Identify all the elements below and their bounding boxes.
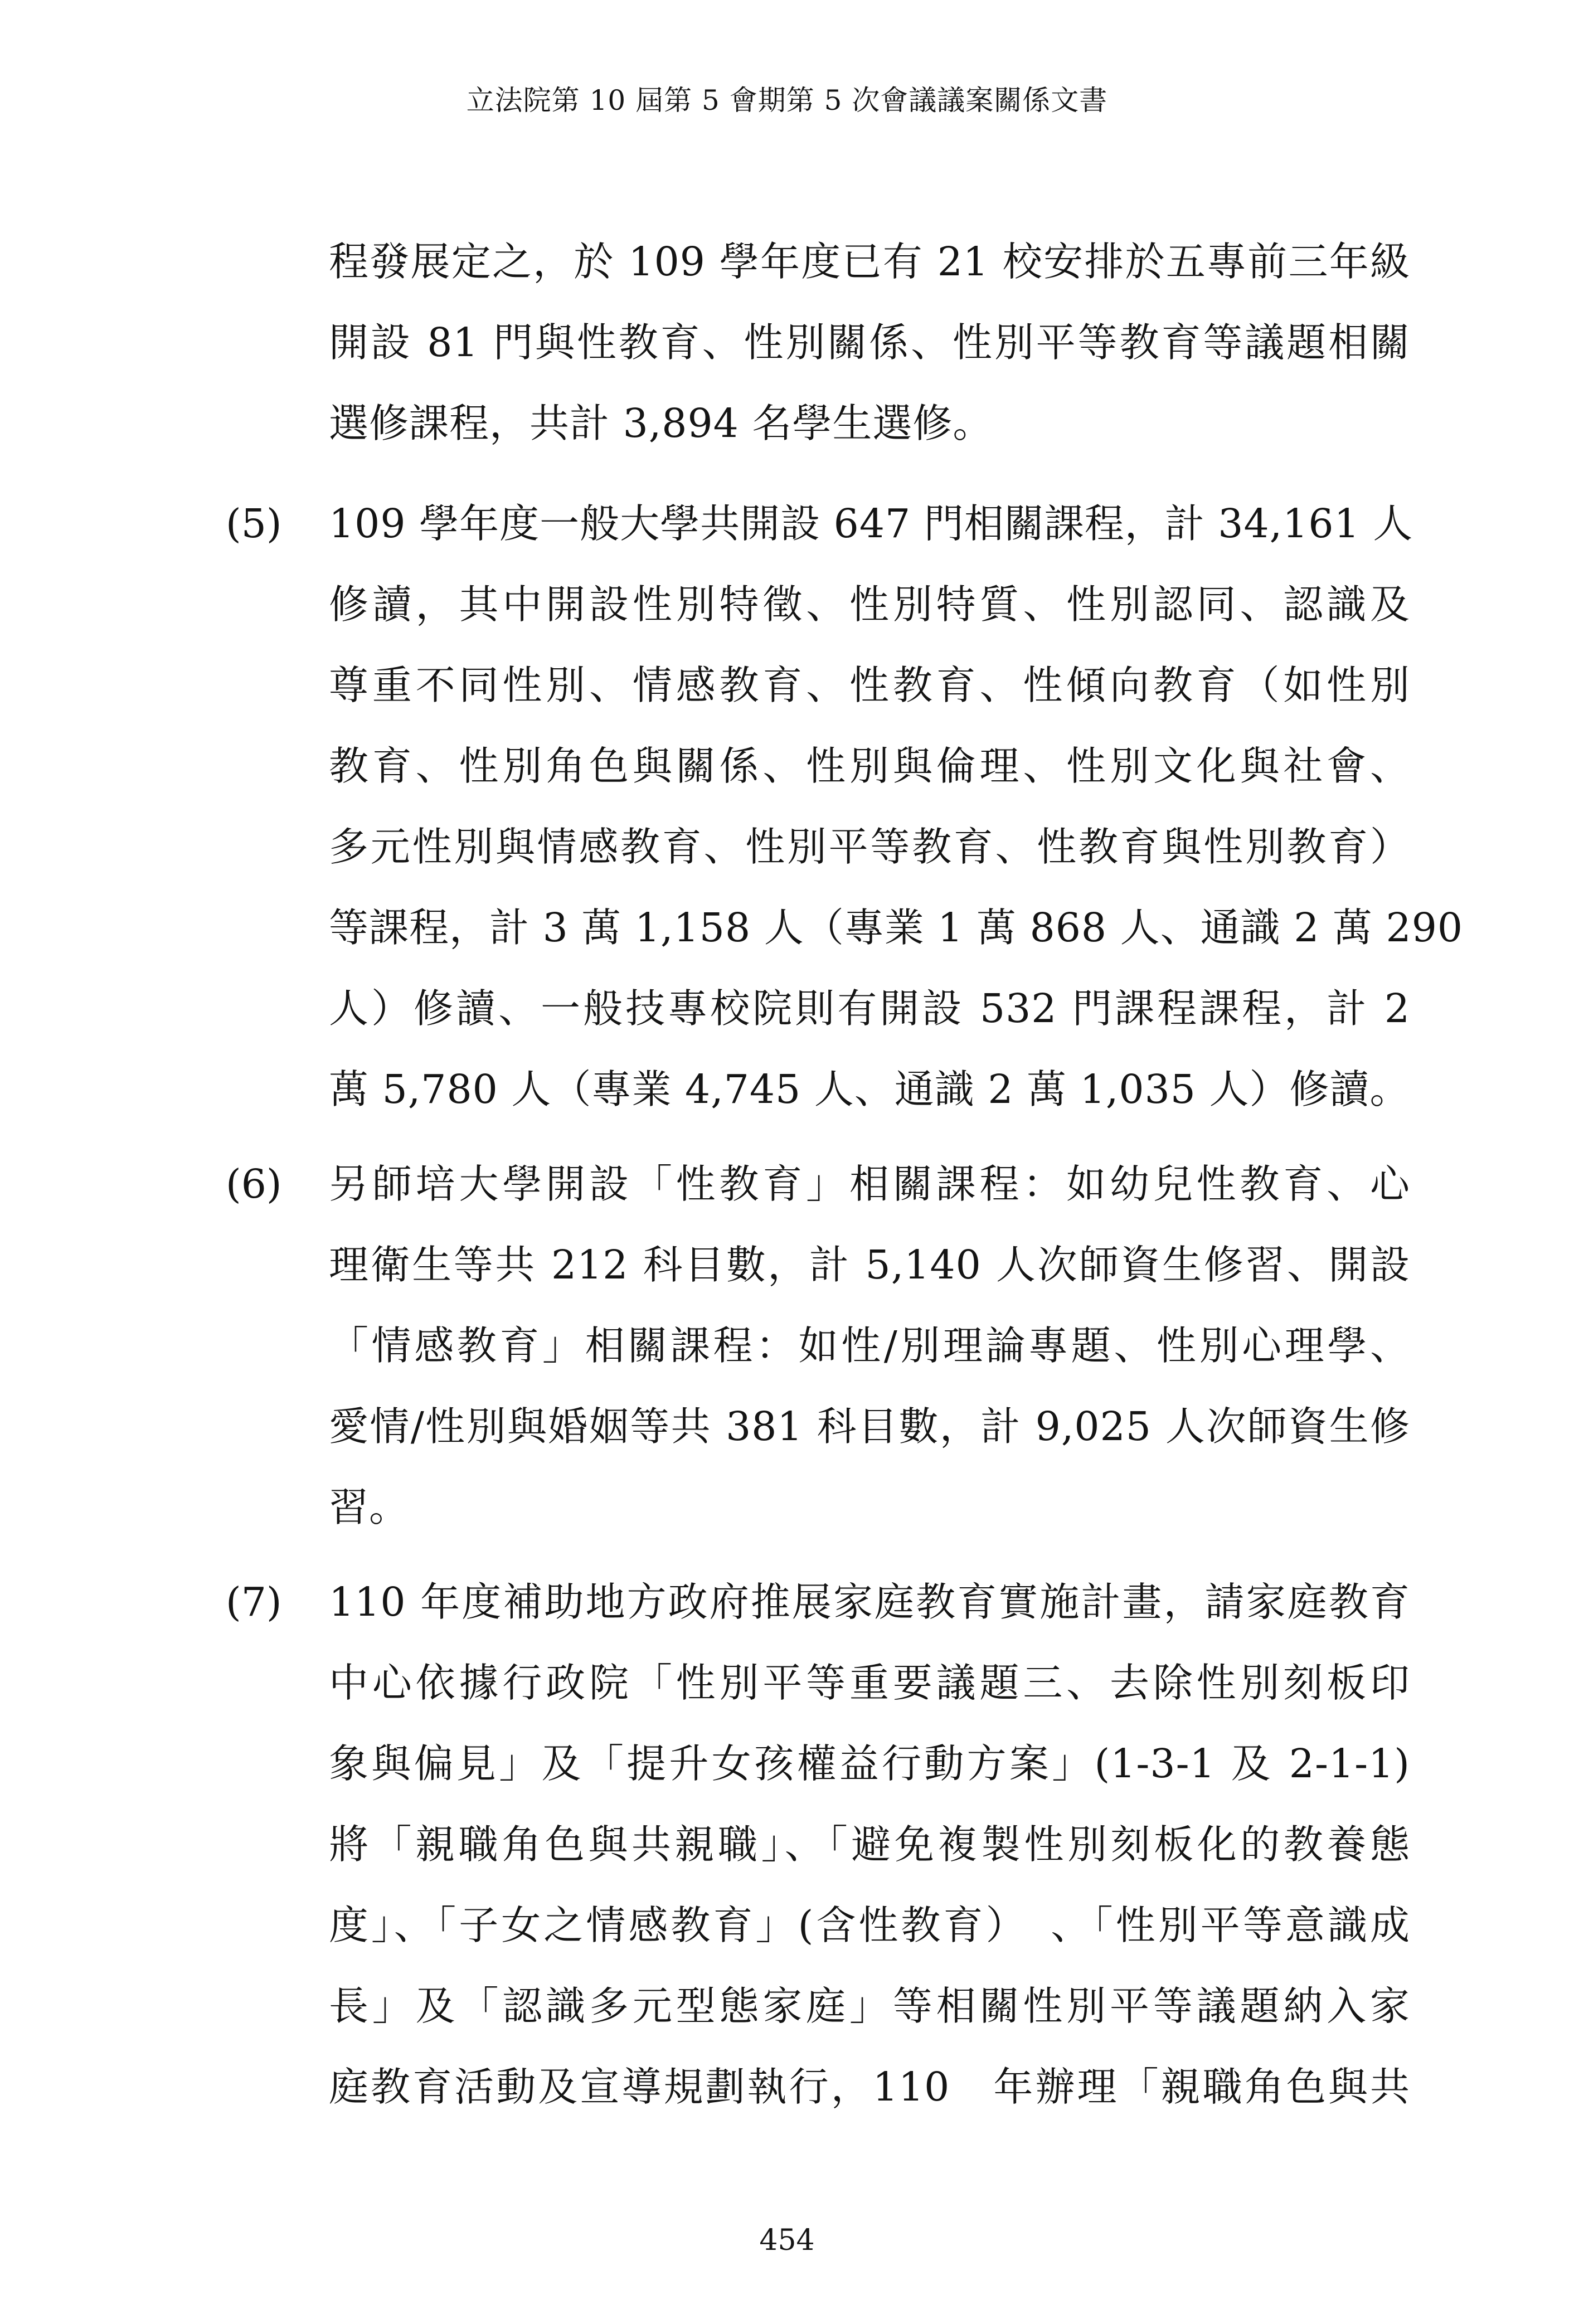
text-line: 庭教育活動及宣導規劃執行，110 年辦理「親職角色與共: [329, 2064, 1410, 2110]
text-line: 長」及「認識多元型態家庭」等相關性別平等議題納入家: [329, 1983, 1410, 2029]
text-line: 習。: [329, 1484, 410, 1530]
item-label: (7): [226, 1579, 282, 1625]
text-line: 理衛生等共 212 科目數，計 5,140 人次師資生修習、開設: [329, 1242, 1410, 1288]
text-line: 「情感教育」相關課程：如性/別理論專題、性別心理學、: [329, 1323, 1410, 1369]
text-line: 教育、性別角色與關係、性別與倫理、性別文化與社會、: [329, 743, 1410, 789]
text-line: 萬 5,780 人（專業 4,745 人、通識 2 萬 1,035 人）修讀。: [329, 1066, 1410, 1112]
text-line: 象與偏見」及「提升女孩權益行動方案」(1-3-1 及 2-1-1): [329, 1740, 1410, 1787]
page-number: 454: [759, 2224, 815, 2257]
item-label: (6): [226, 1161, 282, 1207]
page-header: 立法院第 10 屆第 5 會期第 5 次會議議案關係文書: [466, 84, 1108, 116]
text-line: 度」、「子女之情感教育」(含性教育） 、「性別平等意識成: [329, 1902, 1410, 1948]
text-line: 等課程，計 3 萬 1,158 人（專業 1 萬 868 人、通識 2 萬 290: [329, 905, 1464, 951]
text-line: 110 年度補助地方政府推展家庭教育實施計畫，請家庭教育: [329, 1579, 1410, 1625]
text-line: 選修課程，共計 3,894 名學生選修。: [329, 400, 993, 446]
text-line: 人）修讀、一般技專校院則有開設 532 門課程課程，計 2: [329, 985, 1410, 1032]
text-line: 開設 81 門與性教育、性別關係、性別平等教育等議題相關: [329, 319, 1410, 366]
text-line: 多元性別與情感教育、性別平等教育、性教育與性別教育）: [329, 824, 1410, 870]
text-line: 將「親職角色與共親職」、「避免複製性別刻板化的教養態: [329, 1821, 1410, 1868]
item-label: (5): [226, 500, 282, 547]
text-line: 尊重不同性別、情感教育、性教育、性傾向教育（如性別: [329, 662, 1410, 708]
text-line: 109 學年度一般大學共開設 647 門相關課程，計 34,161 人: [329, 500, 1413, 547]
text-line: 修讀，其中開設性別特徵、性別特質、性別認同、認識及: [329, 581, 1410, 628]
text-line: 中心依據行政院「性別平等重要議題三、去除性別刻板印: [329, 1660, 1410, 1706]
text-line: 程發展定之，於 109 學年度已有 21 校安排於五專前三年級: [329, 239, 1410, 285]
text-line: 愛情/性別與婚姻等共 381 科目數，計 9,025 人次師資生修: [329, 1403, 1410, 1450]
text-line: 另師培大學開設「性教育」相關課程：如幼兒性教育、心: [329, 1161, 1410, 1207]
